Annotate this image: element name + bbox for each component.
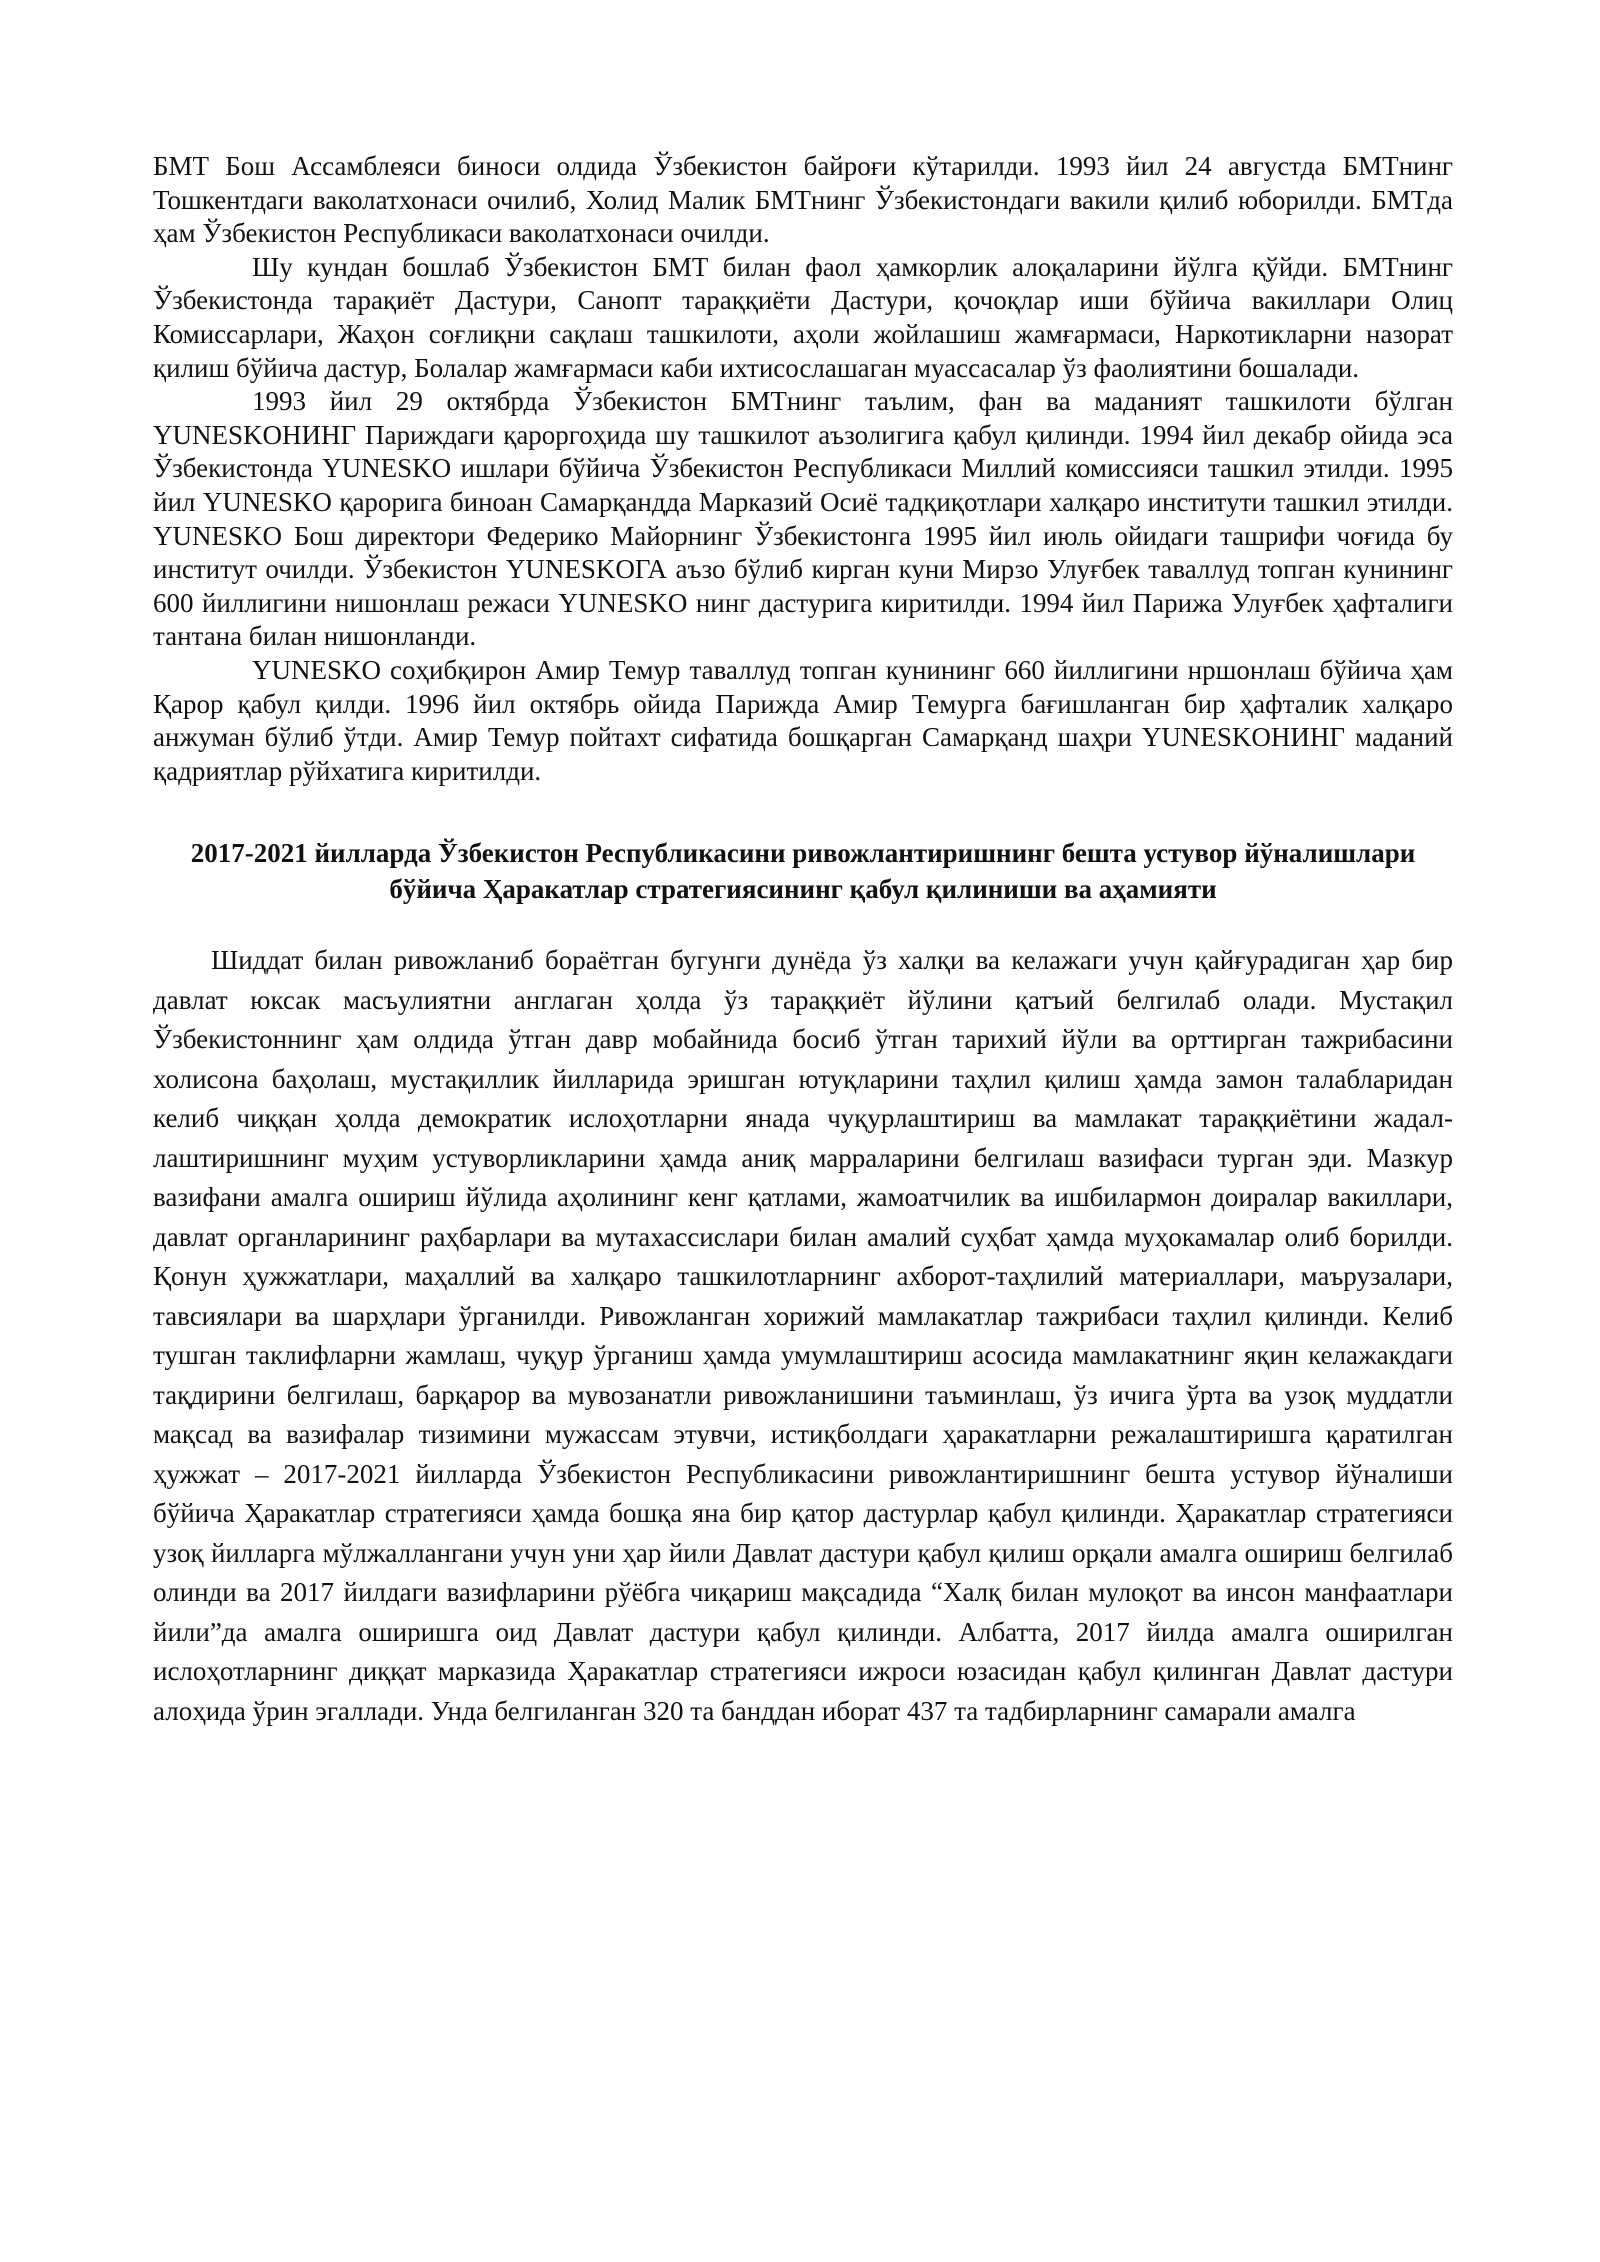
paragraph-un-cooperation: Шу кундан бошлаб Ўзбекистон БМТ билан фаол ҳамкорлик алоқаларини йўлга қўйди. БМТнинг Ўзбекистонда тарақиёт Дастури, Санопт тараққиёти Дастури, қочоқлар иши бўйича вакиллари Олиц Комиссарлари, Жаҳон соғлиқни сақлаш ташкилоти, аҳоли жойлашиш жамғармаси, Наркотикларни назорат қилиш бўйича дастур, Болалар жамғармаси каби ихтисослашаган муассасалар ўз фаолиятини бошалади. — [153, 251, 1453, 383]
paragraph-unesco-membership: 1993 йил 29 октябрда Ўзбекистон БМТнинг таълим, фан ва маданият ташкилоти бўлган YUNESKOНИНГ Париждаги қароргоҳида шу ташкилот аъзолигига қабул қилинди. 1994 йил декабр ойида эса Ўзбекистонда YUNESKO ишлари бўйича Ўзбекистон Республикаси Миллий комиссияси ташкил этилди. 1995 йил YUNESKO қарорига биноан Самарқандда Марказий Осиё тадқиқотлари халқаро институти ташкил этилди. YUNESKO Бош директори Федерико Майорнинг Ўзбекистонга 1995 йил июль ойидаги ташрифи чоғида бу институт очилди. Ўзбекистон YUNESKOГА аъзо бўлиб кирган куни Мирзо Улуғбек таваллуд топган кунининг 600 йиллигини нишонлаш режаси YUNESKO нинг дастурига киритилди. 1994 йил Парижа Улуғбек ҳафталиги тантана билан нишонланди. — [153, 386, 1453, 652]
intro-section — [153, 150, 1453, 788]
paragraph-amir-temur: YUNESKO соҳибқирон Амир Темур таваллуд топган кунининг 660 йиллигини нршонлаш бўйича ҳам Қарор қабул қилди. 1996 йил октябрь ойида Парижда Амир Темурга бағишланган бир ҳафталик халқаро анжуман бўлиб ўтди. Амир Темур пойтахт сифатида бошқарган Самарқанд шаҳри YUNESKOНИНГ маданий қадриятлар рўйхатига киритилди. — [153, 654, 1453, 786]
section-heading: 2017-2021 йилларда Ўзбекистон Республикасини ривожлантиришнинг бешта устувор йўналишлари бўйича Ҳаракатлар стратегиясининг қабул қилиниши ва аҳамияти — [190, 838, 1416, 905]
strategy-section — [153, 941, 1453, 1731]
paragraph-un-flag: БМТ Бош Ассамблеяси биноси олдида Ўзбекистон байроғи кўтарилди. 1993 йил 24 августда БМТнинг Тошкентдаги ваколатхонаси очилиб, Холид Малик БМТнинг Ўзбекистондаги вакили қилиб юборилди. БМТда ҳам Ўзбекистон Республикаси ваколатхонаси очилди. — [153, 151, 1453, 249]
paragraph-strategy: Шиддат билан ривожланиб бораётган бугунги дунёда ўз халқи ва келажаги учун қайғурадиган ҳар бир давлат юксак масъулиятни англаган ҳолда ўз тараққиёт йўлини қатъий белгилаб олади. Мустақил Ўзбекистоннинг ҳам олдида ўтган давр мобайнида босиб ўтган тарихий йўли ва орттирган тажрибасини холисона баҳолаш, мустақиллик йилларида эришган ютуқларини таҳлил қилиш ҳамда замон талабларидан келиб чиққан ҳолда демократик ислоҳотларни янада чуқурлаштириш ва мамлакат тараққиётини жадал- лаштиришнинг муҳим устуворликларини ҳамда аниқ марраларини белгилаш вазифаси турган эди. Мазкур вазифани амалга ошириш йўлида аҳолининг кенг қатлами, жамоатчилик ва ишбилармон доиралар вакиллари, давлат органларининг раҳбарлари ва мутахассислари билан амалий суҳбат ҳамда муҳокамалар олиб борилди. Қонун ҳужжатлари, маҳаллий ва халқаро ташкилотларнинг ахборот-таҳлилий материаллари, маърузалари, тавсиялари ва шарҳлари ўрганилди. Ривожланган хорижий мамлакатлар тажрибаси таҳлил қилинди. Келиб тушган таклифларни жамлаш, чуқур ўрганиш ҳамда умумлаштириш асосида мамлакатнинг яқин келажакдаги тақдирини белгилаш, барқарор ва мувозанатли ривожланишини таъминлаш, ўз ичига ўрта ва узоқ муддатли мақсад ва вазифалар тизимини мужассам этувчи, истиқболдаги ҳаракатларни режалаштиришга қаратилган ҳужжат – 2017-2021 йилларда Ўзбекистон Республикасини ривожлантиришнинг бешта устувор йўналиши бўйича Ҳаракатлар стратегияси ҳамда бошқа яна бир қатор дастурлар қабул қилинди. Ҳаракатлар стратегияси узоқ йилларга мўлжаллангани учун уни ҳар йили Давлат дастури қабул қилиш орқали амалга ошириш белгилаб олинди ва 2017 йилдаги вазифларини рўёбга чиқариш мақсадида “Халқ билан мулоқот ва инсон манфаатлари йили”да амалга оширишга оид Давлат дастури қабул қилинди. Албатта, 2017 йилда амалга оширилган ислоҳотларнинг диққат марказида Ҳаракатлар стратегияси ижроси юзасидан қабул қилинган Давлат дастури алоҳида ўрин эгаллади. Унда белгиланган 320 та банддан иборат 437 та тадбирларнинг самарали амалга — [153, 945, 1453, 1726]
document-page — [153, 150, 1453, 1731]
